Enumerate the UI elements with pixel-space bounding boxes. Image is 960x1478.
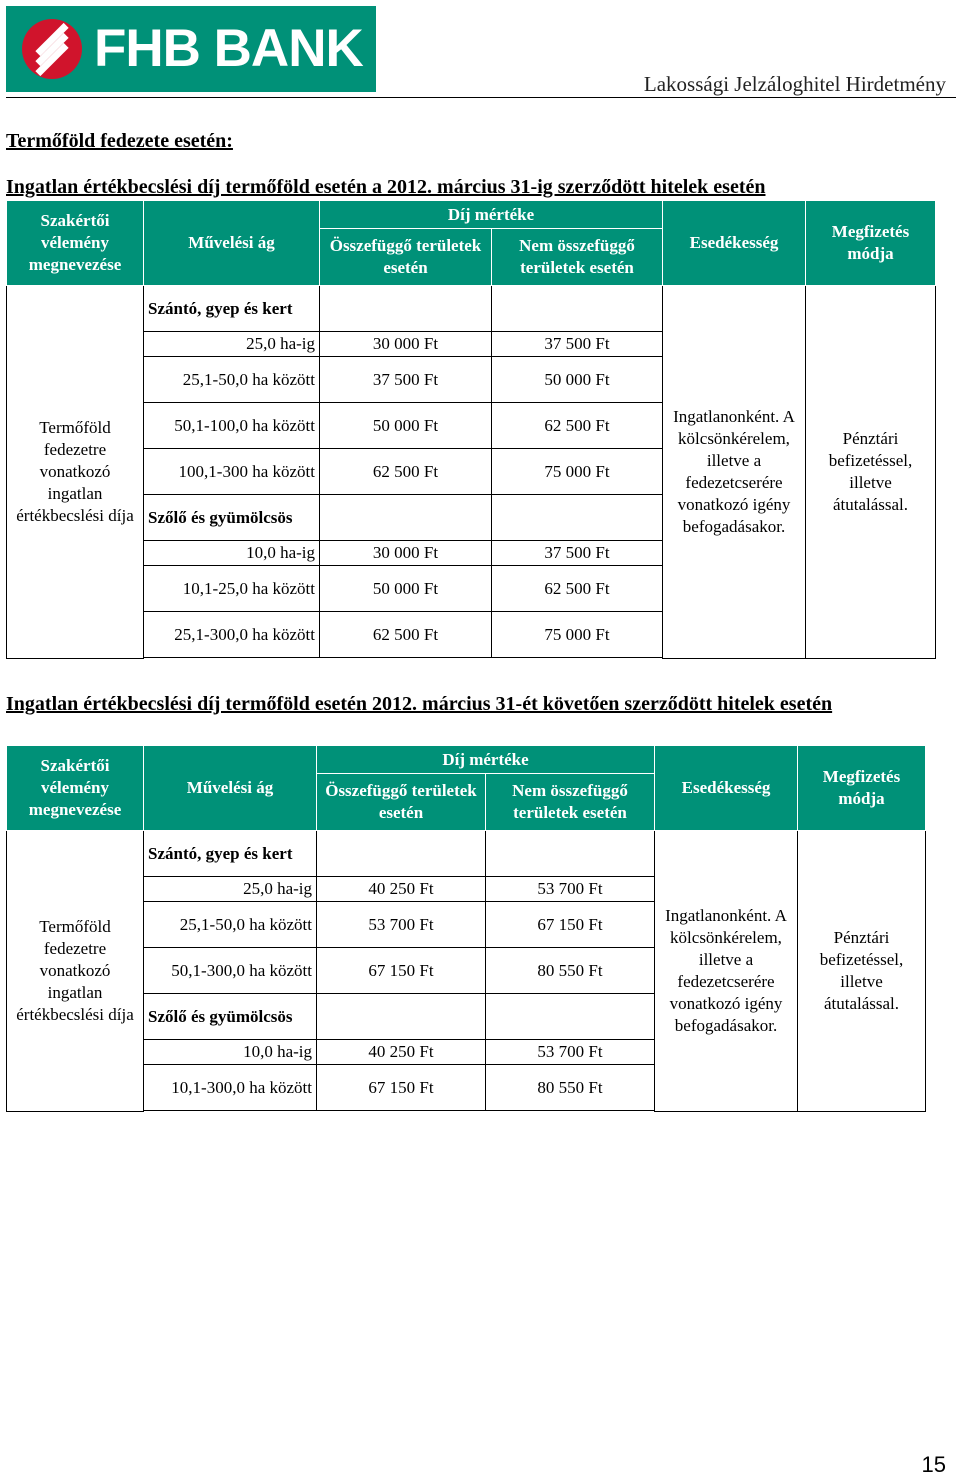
fee-table-after-2012 [6,745,926,1112]
fee-osszefuggo: 40 250 Ft [317,1040,486,1065]
range-cell: 100,1-300 ha között [144,449,320,495]
header-dij-merteke: Díj mértéke [317,746,655,774]
fee-nem-osszefuggo: 37 500 Ft [492,332,663,357]
fee-nem-osszefuggo: 67 150 Ft [486,902,655,948]
header-esedekesseg: Esedékesség [663,201,806,286]
fee-osszefuggo: 62 500 Ft [320,612,492,658]
fee-osszefuggo: 30 000 Ft [320,541,492,566]
logo-text: FHB BANK [94,19,363,78]
fee-nem-osszefuggo: 62 500 Ft [492,403,663,449]
esedekesseg-text: Ingatlanonként. A kölcsönkérelem, illetve a fedezetcserére vonatkozó igény befogadásakor. [663,286,806,659]
header-muvelesi-ag: Művelési ág [144,201,320,286]
page-number: 15 [921,1452,946,1477]
header-megfizetes: Megfizetés módja [806,201,936,286]
range-cell: 25,1-50,0 ha között [144,357,320,403]
row-label: Termőföld fedezetre vonatkozó ingatlan értékbecslési díja [7,831,144,1112]
fee-osszefuggo: 67 150 Ft [317,948,486,994]
header-osszefuggo: Összefüggő területek esetén [317,774,486,831]
fee-osszefuggo: 30 000 Ft [320,332,492,357]
fee-osszefuggo: 53 700 Ft [317,902,486,948]
category-szanto: Szántó, gyep és kert [144,831,317,877]
header-esedekesseg: Esedékesség [655,746,798,831]
range-cell: 25,1-300,0 ha között [144,612,320,658]
header-muvelesi-ag: Művelési ág [144,746,317,831]
range-cell: 50,1-300,0 ha között [144,948,317,994]
document-title: Lakossági Jelzáloghitel Hirdetmény [643,72,946,96]
header-szakerto: Szakértői vélemény megnevezése [7,201,144,286]
megfizetes-text: Pénztári befizetéssel, illetve átutalással. [806,286,936,659]
fee-nem-osszefuggo: 53 700 Ft [486,877,655,902]
logo-mark-icon [22,19,82,79]
table1-caption: Ingatlan értékbecslési díj termőföld esetén a 2012. március 31-ig szerződött hitelek esetén [6,176,766,198]
esedekesseg-text: Ingatlanonként. A kölcsönkérelem, illetve a fedezetcserére vonatkozó igény befogadásakor. [655,831,798,1112]
table2-caption: Ingatlan értékbecslési díj termőföld esetén 2012. március 31-ét követően szerződött hitelek esetén [6,693,833,715]
header-megfizetes: Megfizetés módja [798,746,926,831]
row-label: Termőföld fedezetre vonatkozó ingatlan értékbecslési díja [7,286,144,659]
range-cell: 10,1-300,0 ha között [144,1065,317,1111]
fee-table-before-2012 [6,200,936,659]
category-szolo: Szőlő és gyümölcsös [144,994,317,1040]
range-cell: 50,1-100,0 ha között [144,403,320,449]
header-szakerto: Szakértői vélemény megnevezése [7,746,144,831]
header-dij-merteke: Díj mértéke [320,201,663,229]
range-cell: 10,0 ha-ig [144,1040,317,1065]
range-cell: 10,1-25,0 ha között [144,566,320,612]
category-szolo: Szőlő és gyümölcsös [144,495,320,541]
header-nem-osszefuggo: Nem összefüggő területek esetén [492,229,663,286]
fee-nem-osszefuggo: 75 000 Ft [492,449,663,495]
fee-nem-osszefuggo: 50 000 Ft [492,357,663,403]
fee-osszefuggo: 50 000 Ft [320,566,492,612]
fhb-bank-logo [6,6,376,92]
fee-nem-osszefuggo: 62 500 Ft [492,566,663,612]
fee-osszefuggo: 62 500 Ft [320,449,492,495]
section-title: Termőföld fedezete esetén: [6,130,233,152]
megfizetes-text: Pénztári befizetéssel, illetve átutalással. [798,831,926,1112]
fee-osszefuggo: 67 150 Ft [317,1065,486,1111]
fee-osszefuggo: 40 250 Ft [317,877,486,902]
fee-osszefuggo: 37 500 Ft [320,357,492,403]
range-cell: 25,0 ha-ig [144,332,320,357]
fee-nem-osszefuggo: 80 550 Ft [486,1065,655,1111]
fee-nem-osszefuggo: 37 500 Ft [492,541,663,566]
fee-nem-osszefuggo: 53 700 Ft [486,1040,655,1065]
range-cell: 25,1-50,0 ha között [144,902,317,948]
fee-osszefuggo: 50 000 Ft [320,403,492,449]
header-divider [6,97,956,98]
header-osszefuggo: Összefüggő területek esetén [320,229,492,286]
range-cell: 25,0 ha-ig [144,877,317,902]
range-cell: 10,0 ha-ig [144,541,320,566]
category-szanto: Szántó, gyep és kert [144,286,320,332]
fee-nem-osszefuggo: 80 550 Ft [486,948,655,994]
header-nem-osszefuggo: Nem összefüggő területek esetén [486,774,655,831]
fee-nem-osszefuggo: 75 000 Ft [492,612,663,658]
